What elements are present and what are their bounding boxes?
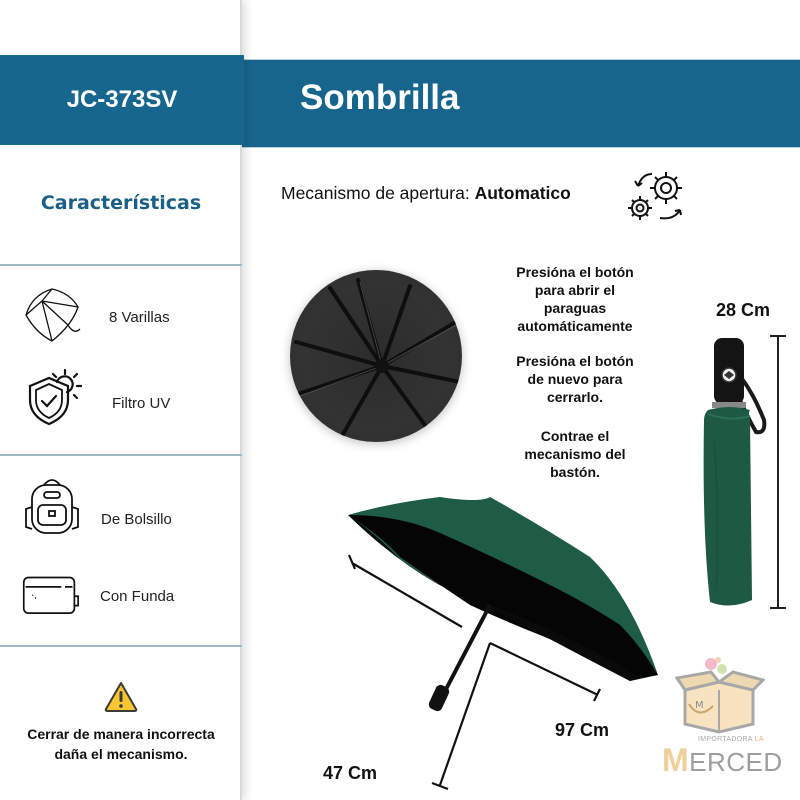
- uv-shield-icon: [25, 368, 85, 428]
- instruction-line: Presióna el botón: [516, 353, 634, 369]
- divider: [0, 264, 242, 266]
- instruction-line: automáticamente: [517, 318, 633, 334]
- product-title: Sombrilla: [300, 78, 460, 117]
- instruction-line: cerrarlo.: [546, 389, 604, 405]
- logo-wordmark-rest: ERCED: [689, 747, 783, 777]
- divider: [0, 645, 242, 647]
- backpack-icon: [22, 475, 82, 535]
- umbrella-top-view-image: [290, 270, 462, 442]
- instruction-close: [496, 352, 654, 406]
- title-banner: [242, 59, 800, 148]
- instruction-line: bastón.: [550, 464, 600, 480]
- logo-wordmark: [662, 742, 783, 779]
- feature-case: [0, 570, 242, 630]
- feature-label: Filtro UV: [112, 395, 171, 412]
- instruction-line: de nuevo para: [527, 371, 623, 387]
- feature-uv: [0, 368, 242, 428]
- divider: [0, 454, 242, 456]
- instruction-line: paraguas: [543, 300, 607, 316]
- shaft-length-label: 47 Cm: [323, 763, 378, 783]
- box-logo-icon: [675, 650, 765, 740]
- feature-pocket: [0, 475, 242, 535]
- mechanism-label: Mecanismo de apertura:: [281, 183, 470, 203]
- instruction-retract: [496, 427, 654, 481]
- features-heading: Características: [40, 192, 202, 214]
- umbrella-ribs-graphic: [290, 270, 462, 442]
- model-code-banner: [0, 55, 244, 145]
- instruction-line: mecanismo del: [524, 446, 626, 462]
- instruction-line: Presióna el botón: [516, 264, 634, 280]
- closed-umbrella-image: [690, 330, 800, 620]
- warning-note: [0, 680, 242, 764]
- umbrella-icon: [22, 285, 82, 345]
- instruction-line: Contrae el: [540, 428, 610, 444]
- model-code: JC-373SV: [66, 86, 178, 113]
- opening-mechanism: [281, 183, 571, 204]
- instruction-line: para abrir el: [534, 282, 616, 298]
- canopy-diameter-label: 97 Cm: [555, 720, 610, 740]
- open-umbrella-image: [340, 495, 670, 800]
- svg-text:M: M: [695, 700, 704, 711]
- brand-logo: [660, 650, 783, 778]
- closed-length-label: 28 Cm: [716, 300, 771, 320]
- logo-tagline-text: IMPORTADORA: [698, 736, 753, 743]
- warning-text-line1: Cerrar de manera incorrecta: [27, 726, 215, 742]
- mechanism-value: Automatico: [474, 183, 571, 203]
- logo-tagline-accent: LA: [754, 736, 764, 743]
- feature-label: Con Funda: [100, 588, 175, 605]
- pouch-icon: [20, 570, 80, 630]
- logo-initial: M: [662, 742, 690, 778]
- feature-ribs: [0, 285, 242, 345]
- feature-label: De Bolsillo: [101, 511, 172, 528]
- instruction-open: [496, 263, 654, 335]
- warning-icon: [104, 680, 138, 714]
- feature-label: 8 Varillas: [109, 309, 170, 326]
- gears-icon: [624, 168, 690, 224]
- warning-text-line2: daña el mecanismo.: [54, 746, 188, 762]
